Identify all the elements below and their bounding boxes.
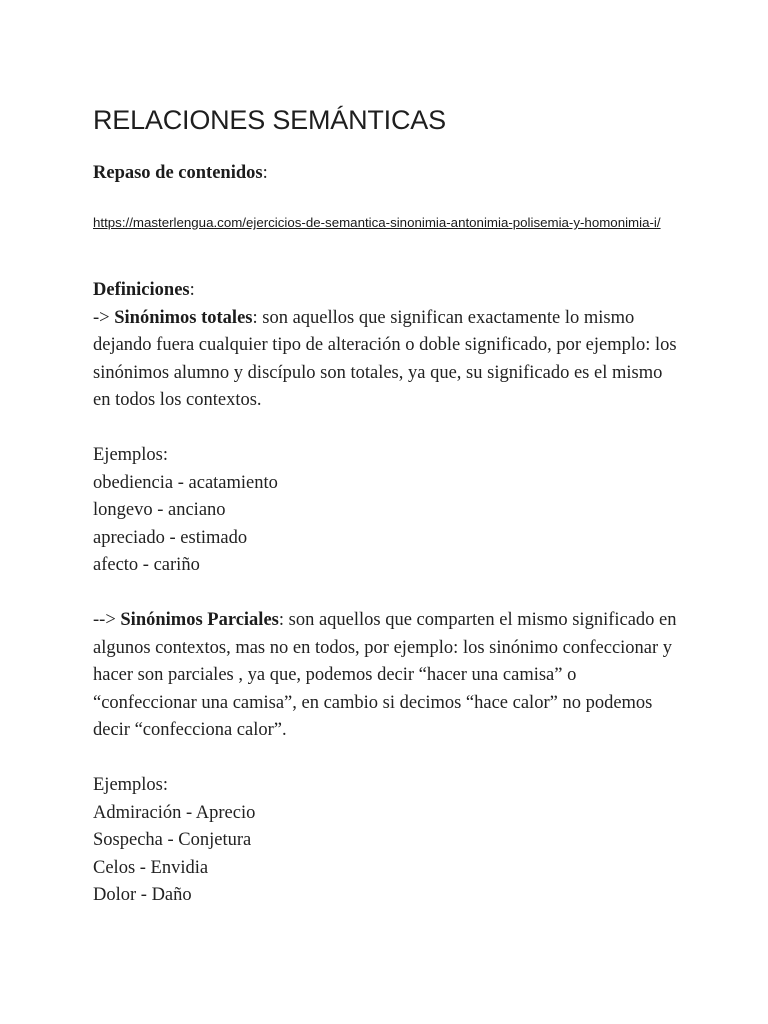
- review-label: Repaso de contenidos: [93, 163, 263, 183]
- review-heading: [93, 160, 268, 187]
- examples-heading: Ejemplos:: [93, 445, 169, 465]
- example-item: afecto - cariño: [93, 555, 200, 575]
- total-synonyms-definition: : son aquellos que significan exactamente lo mismo dejando fuera cualquier tipo de alteración o doble significado, por ejemplo: los sinónimos alumno y discípulo son totales, ya que, su significado es el mismo en todos los contextos.: [93, 307, 677, 410]
- example-item: Dolor - Daño: [93, 885, 192, 905]
- example-item: Sospecha - Conjetura: [93, 830, 252, 850]
- example-item: obediencia - acatamiento: [93, 472, 278, 493]
- example-item: longevo - anciano: [93, 500, 226, 520]
- reference-link[interactable]: https://masterlengua.com/ejercicios-de-semantica-sinonimia-antonimia-polisemia-y-homonimia-i/: [93, 215, 661, 230]
- review-colon: :: [262, 163, 268, 183]
- definitions-colon: :: [189, 280, 195, 300]
- total-synonyms-paragraph: [93, 305, 683, 415]
- spacer: [93, 415, 683, 443]
- spacer: [93, 580, 683, 608]
- definitions-heading: [93, 277, 683, 305]
- partial-synonyms-term: Sinónimos Parciales: [120, 610, 279, 630]
- example-item: apreciado - estimado: [93, 527, 248, 548]
- example-item: Admiración - Aprecio: [93, 802, 256, 823]
- total-synonyms-term: Sinónimos totales: [114, 307, 253, 328]
- arrow-marker: -->: [93, 610, 121, 630]
- document-body: [93, 277, 683, 910]
- partial-synonyms-definition: : son aquellos que comparten el mismo significado en algunos contextos, mas no en todos, por ejemplo: los sinónimo confeccionar y hacer son parciales , ya que, podemos decir “hacer una camisa” o “confeccionar una camisa”, en cambio si decimos “hace calor” no podemos decir “confecciona calor”.: [93, 610, 677, 740]
- page-title: RELACIONES SEMÁNTICAS: [93, 105, 446, 135]
- partial-synonyms-paragraph: [93, 607, 683, 745]
- example-item: Celos - Envidia: [93, 857, 209, 878]
- examples-heading: Ejemplos:: [93, 775, 169, 795]
- arrow-marker: ->: [93, 307, 115, 328]
- spacer: [93, 745, 683, 773]
- definitions-label: Definiciones: [93, 280, 190, 300]
